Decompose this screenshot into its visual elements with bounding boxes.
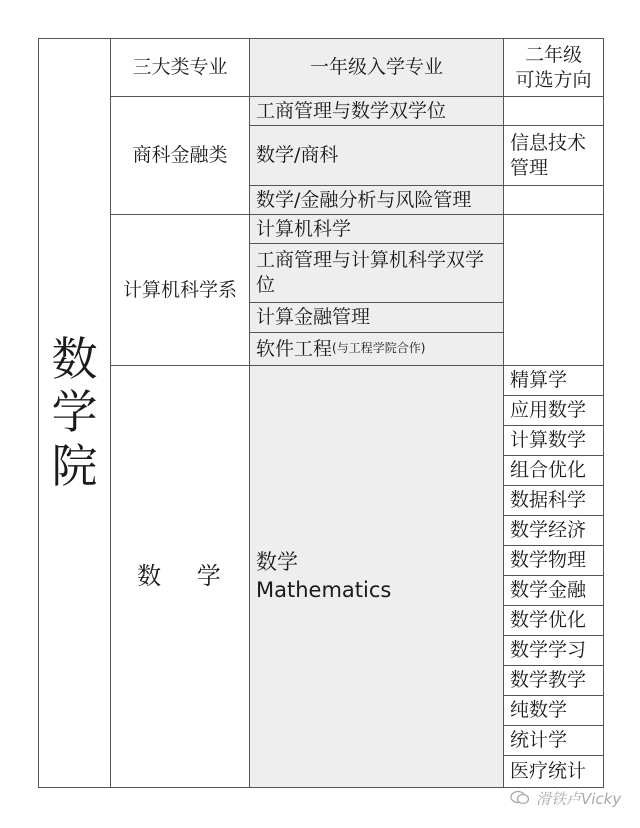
major-cell bbox=[249, 125, 504, 186]
major-label: 软件工程 bbox=[256, 337, 333, 360]
group-cs-label: 计算机科学系 bbox=[122, 278, 237, 301]
direction-cell bbox=[503, 725, 604, 756]
header-category bbox=[110, 38, 250, 97]
major-label: 数学/商科 bbox=[256, 144, 339, 167]
major-math-en: Mathematics bbox=[256, 577, 392, 602]
header-category-label: 三大类专业 bbox=[132, 56, 228, 79]
major-cell bbox=[249, 96, 504, 126]
direction-label: 数学金融 bbox=[510, 579, 587, 602]
direction-cell bbox=[503, 545, 604, 576]
group-math-label: 数 学 bbox=[137, 561, 235, 590]
direction-line2: 管理 bbox=[510, 156, 549, 179]
chat-bubble-icon bbox=[510, 790, 530, 806]
group-business bbox=[110, 96, 250, 215]
group-math bbox=[110, 365, 250, 788]
group-business-label: 商科金融类 bbox=[132, 144, 228, 167]
direction-label: 应用数学 bbox=[510, 399, 587, 422]
direction-label: 数学物理 bbox=[510, 549, 587, 572]
direction-cell bbox=[503, 665, 604, 696]
direction-label: 组合优化 bbox=[510, 459, 587, 482]
header-first-year-label: 一年级入学专业 bbox=[309, 56, 443, 79]
direction-label: 数学经济 bbox=[510, 519, 587, 542]
software-note: (与工程学院合作) bbox=[332, 341, 426, 356]
direction-cell bbox=[503, 755, 604, 788]
direction-it-management bbox=[503, 125, 604, 186]
header-second-year bbox=[503, 38, 604, 97]
major-label: 数学/金融分析与风险管理 bbox=[256, 188, 472, 211]
direction-label: 精算学 bbox=[510, 369, 568, 392]
direction-cell bbox=[503, 605, 604, 636]
direction-label: 数学优化 bbox=[510, 609, 587, 632]
direction-label: 统计学 bbox=[510, 729, 568, 752]
direction-empty bbox=[503, 185, 604, 215]
direction-label: 医疗统计 bbox=[510, 760, 587, 783]
direction-label: 数据科学 bbox=[510, 489, 587, 512]
direction-cell bbox=[503, 575, 604, 606]
header-first-year bbox=[249, 38, 504, 97]
major-math-cn: 数学 bbox=[256, 550, 298, 575]
direction-cell bbox=[503, 515, 604, 546]
direction-label: 数学教学 bbox=[510, 669, 587, 692]
major-cell bbox=[249, 214, 504, 244]
watermark bbox=[510, 786, 634, 810]
major-label: 计算金融管理 bbox=[256, 306, 371, 329]
direction-label: 计算数学 bbox=[510, 429, 587, 452]
major-cell bbox=[249, 185, 504, 215]
header-second-year-line2: 可选方向 bbox=[515, 68, 592, 91]
college-name-cell bbox=[38, 38, 111, 788]
major-cell-software bbox=[249, 332, 504, 366]
header-second-year-line1: 二年级 bbox=[524, 43, 582, 66]
college-name: 数 学 院 bbox=[51, 331, 98, 493]
group-cs bbox=[110, 214, 250, 366]
direction-label: 纯数学 bbox=[510, 699, 568, 722]
major-cell bbox=[249, 243, 504, 303]
major-cell bbox=[249, 302, 504, 333]
major-label: 工商管理与计算机科学双学位 bbox=[256, 249, 485, 296]
major-math bbox=[249, 365, 504, 788]
watermark-text: 滑铁卢Vicky bbox=[536, 789, 622, 808]
direction-cell bbox=[503, 695, 604, 726]
direction-empty bbox=[503, 96, 604, 126]
direction-cell bbox=[503, 365, 604, 396]
major-label: 工商管理与数学双学位 bbox=[256, 99, 447, 122]
direction-empty bbox=[503, 214, 604, 366]
major-label: 计算机科学 bbox=[256, 217, 352, 240]
direction-line1: 信息技术 bbox=[510, 131, 587, 154]
direction-cell bbox=[503, 395, 604, 426]
direction-cell bbox=[503, 635, 604, 666]
direction-cell bbox=[503, 425, 604, 456]
direction-label: 数学学习 bbox=[510, 639, 587, 662]
direction-cell bbox=[503, 485, 604, 516]
direction-cell bbox=[503, 455, 604, 486]
